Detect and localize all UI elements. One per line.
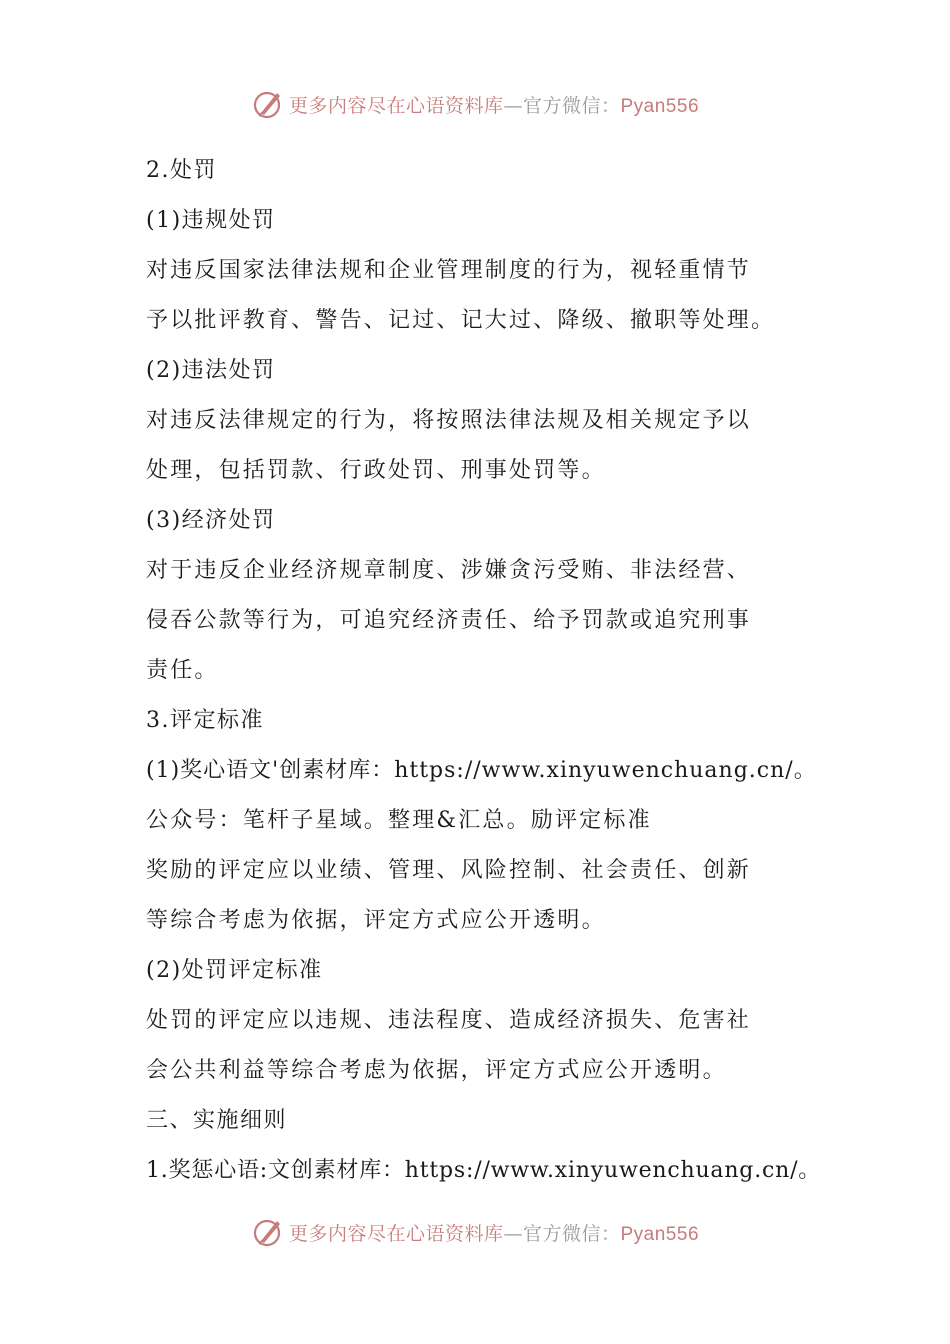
quill-logo-icon (251, 87, 285, 121)
watermark-official: 官方微信： (522, 1222, 621, 1245)
paragraph-line: 1.奖惩心语:文创素材库：https://www.xinyuwenchuang.cn/。 (146, 1158, 822, 1183)
paragraph-line: 对违反国家法律法规和企业管理制度的行为，视轻重情节 (146, 258, 752, 283)
subsection-heading: (2)处罚评定标准 (146, 958, 323, 983)
quill-logo-icon (251, 1215, 285, 1249)
paragraph-line: 公众号：笔杆子星域。整理&汇总。励评定标准 (146, 808, 652, 833)
paragraph-line: 责任。 (146, 658, 219, 683)
section-heading: 2.处罚 (146, 158, 217, 183)
paragraph-line: 处理，包括罚款、行政处罚、刑事处罚等。 (146, 458, 606, 483)
paragraph-line: 对违反法律规定的行为，将按照法律法规及相关规定予以 (146, 408, 752, 433)
watermark-text (289, 91, 699, 118)
paragraph-line: 对于违反企业经济规章制度、涉嫌贪污受贿、非法经营、 (146, 558, 752, 583)
watermark-sep: — (503, 94, 523, 117)
watermark-sep: — (503, 1222, 523, 1245)
subsection-heading: (3)经济处罚 (146, 508, 276, 533)
subsection-heading: (2)违法处罚 (146, 358, 276, 383)
watermark-main: 更多内容尽在心语资料库 (288, 1222, 504, 1245)
watermark-text (289, 1219, 699, 1246)
paragraph-line: 奖励的评定应以业绩、管理、风险控制、社会责任、创新 (146, 858, 752, 883)
watermark-id: Pyan556 (620, 95, 700, 117)
section-heading: 3.评定标准 (146, 708, 264, 733)
subsection-heading: (1)奖心语文'创素材库：https://www.xinyuwenchuang.cn/。 (146, 758, 817, 783)
watermark-main: 更多内容尽在心语资料库 (288, 94, 504, 117)
watermark-id: Pyan556 (620, 1223, 700, 1245)
watermark-official: 官方微信： (522, 94, 621, 117)
section-heading: 三、实施细则 (146, 1108, 288, 1133)
paragraph-line: 侵吞公款等行为，可追究经济责任、给予罚款或追究刑事 (146, 608, 752, 633)
paragraph-line: 会公共利益等综合考虑为依据，评定方式应公开透明。 (146, 1058, 727, 1083)
header-watermark (0, 84, 950, 124)
paragraph-line: 处罚的评定应以违规、违法程度、造成经济损失、危害社 (146, 1008, 752, 1033)
paragraph-line: 等综合考虑为依据，评定方式应公开透明。 (146, 908, 606, 933)
subsection-heading: (1)违规处罚 (146, 208, 276, 233)
paragraph-line: 予以批评教育、警告、记过、记大过、降级、撤职等处理。 (146, 308, 776, 333)
document-body (146, 146, 822, 1196)
footer-watermark (0, 1212, 950, 1252)
